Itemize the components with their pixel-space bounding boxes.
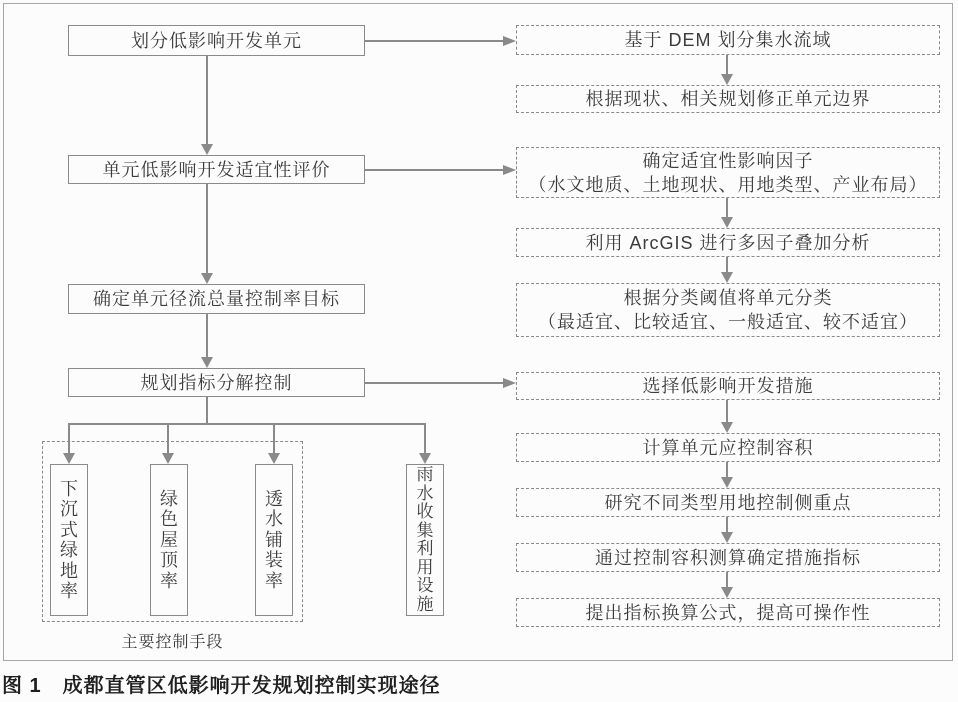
arrow-line-l2-r3 bbox=[365, 169, 504, 171]
box-label: 规划指标分解控制 bbox=[140, 372, 293, 393]
arrow-line-r7-r8 bbox=[726, 462, 728, 478]
arrow-line-l4-r6 bbox=[365, 382, 504, 384]
box-label: 选择低影响开发措施 bbox=[642, 376, 814, 396]
arrow-line-l1-r1 bbox=[365, 40, 504, 42]
measure-label: 透水铺装率 bbox=[265, 488, 283, 591]
box-label: 根据分类阈值将单元分类 bbox=[623, 288, 833, 308]
arrowhead-r9-r10 bbox=[721, 587, 733, 598]
branch-stem-line bbox=[206, 397, 208, 424]
box-label: 计算单元应控制容积 bbox=[642, 437, 814, 458]
step-calculate-control-volume bbox=[516, 433, 940, 462]
branch-arrowhead-1 bbox=[63, 453, 75, 464]
arrowhead-l1-l2 bbox=[201, 144, 213, 155]
box-label: 确定适宜性影响因子 bbox=[642, 150, 814, 171]
step-arcgis-overlay-analysis bbox=[516, 228, 940, 257]
arrow-line-r8-r9 bbox=[726, 517, 728, 533]
box-label: 利用 ArcGIS 进行多因子叠加分析 bbox=[585, 232, 871, 253]
box-label: 基于 DEM 划分集水流域 bbox=[624, 30, 832, 50]
step-indicator-conversion-formula bbox=[516, 598, 940, 627]
step-planning-index-decomposition bbox=[68, 368, 365, 397]
measure-box-permeable-pavement-rate bbox=[255, 464, 293, 616]
measure-box-green-roof-rate bbox=[150, 464, 188, 616]
arrowhead-l2-l3 bbox=[201, 273, 213, 284]
measure-box-rainwater-collection-facility bbox=[406, 464, 444, 616]
measure-label: 绿色屋顶率 bbox=[160, 488, 178, 591]
branch-drop-line-1 bbox=[68, 423, 70, 454]
arrow-line-r3-r4 bbox=[726, 198, 728, 218]
box-label: 划分低影响开发单元 bbox=[131, 30, 302, 51]
step-unit-classification bbox=[516, 283, 940, 337]
branch-arrowhead-3 bbox=[268, 453, 280, 464]
arrow-line-l2-l3 bbox=[206, 184, 208, 274]
step-suitability-factors bbox=[516, 147, 940, 198]
box-label: 提出指标换算公式，提高可操作性 bbox=[585, 602, 871, 623]
box-label: 研究不同类型用地控制侧重点 bbox=[604, 492, 852, 513]
arrow-line-r9-r10 bbox=[726, 572, 728, 588]
branch-drop-line-4 bbox=[424, 423, 426, 454]
arrow-line-l1-l2 bbox=[206, 56, 208, 145]
step-adjust-unit-boundary bbox=[516, 85, 940, 113]
arrow-line-r6-r7 bbox=[726, 400, 728, 423]
box-label: 根据现状、相关规划修正单元边界 bbox=[585, 89, 871, 109]
arrowhead-l1-r1 bbox=[503, 36, 516, 46]
arrowhead-l3-l4 bbox=[201, 357, 213, 368]
arrowhead-r7-r8 bbox=[721, 477, 733, 488]
arrow-line-l3-l4 bbox=[206, 314, 208, 358]
arrow-line-r4-r5 bbox=[726, 257, 728, 273]
box-label: 确定单元径流总量控制率目标 bbox=[93, 289, 340, 309]
measure-box-sunken-greenspace-rate bbox=[50, 464, 88, 616]
branch-arrowhead-2 bbox=[162, 453, 174, 464]
step-dem-watershed-division bbox=[516, 25, 940, 55]
measure-label: 下沉式绿地率 bbox=[60, 478, 78, 601]
figure-caption: 图 1 成都直管区低影响开发规划控制实现途径 bbox=[2, 675, 441, 697]
arrowhead-r8-r9 bbox=[721, 532, 733, 543]
branch-drop-line-3 bbox=[273, 423, 275, 454]
step-determine-measure-indicators bbox=[516, 543, 940, 572]
arrowhead-r6-r7 bbox=[721, 422, 733, 433]
arrowhead-r3-r4 bbox=[721, 217, 733, 228]
arrowhead-l2-r3 bbox=[503, 165, 516, 175]
box-sub-label: （水文地质、土地现状、用地类型、产业布局） bbox=[528, 174, 928, 195]
arrow-line-r1-r2 bbox=[726, 55, 728, 75]
branch-drop-line-2 bbox=[167, 423, 169, 454]
branch-arrowhead-4 bbox=[419, 453, 431, 464]
box-sub-label: （最适宜、比较适宜、一般适宜、较不适宜） bbox=[538, 312, 918, 332]
box-label: 通过控制容积测算确定措施指标 bbox=[595, 547, 861, 568]
arrowhead-r1-r2 bbox=[721, 74, 733, 85]
step-landuse-control-focus bbox=[516, 488, 940, 517]
arrowhead-r4-r5 bbox=[721, 272, 733, 283]
branch-horizontal-line bbox=[68, 423, 426, 425]
step-unit-lid-suitability-evaluation bbox=[68, 155, 365, 184]
main-control-measures-label: 主要控制手段 bbox=[121, 634, 224, 651]
step-divide-lid-units bbox=[68, 25, 365, 56]
measure-label: 雨水收集利用设施 bbox=[416, 465, 434, 614]
box-label: 单元低影响开发适宜性评价 bbox=[102, 159, 331, 180]
step-select-lid-measures bbox=[516, 372, 940, 400]
arrowhead-l4-r6 bbox=[503, 378, 516, 388]
step-runoff-control-rate-target bbox=[68, 284, 365, 314]
